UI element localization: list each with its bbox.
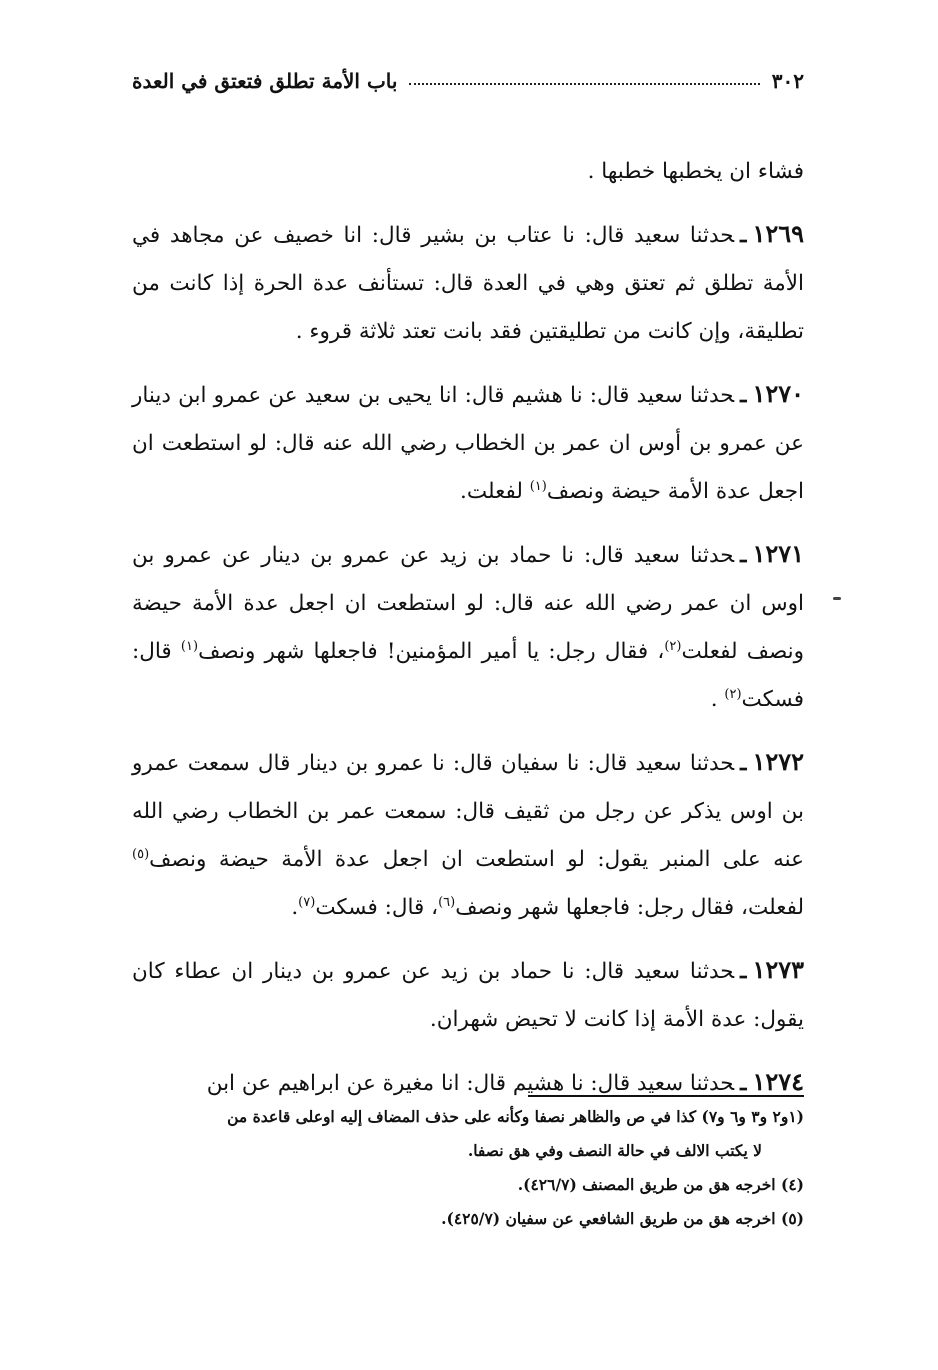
hadith-number: ١٢٧٣ xyxy=(752,955,804,984)
footnote-ref: (٢) xyxy=(724,686,742,702)
footnote-ref: (٥) xyxy=(132,846,150,862)
hadith-text: لفعلت، فقال رجل: فاجعلها شهر ونصف xyxy=(455,895,804,920)
hadith-number: ١٢٦٩ xyxy=(752,219,804,248)
page-number: ٣٠٢ xyxy=(771,69,804,93)
hadith-text: حدثنا سعيد قال: نا هشيم قال: انا مغيرة عن ابراهيم عن ابن xyxy=(206,1071,735,1096)
hadith-number: ١٢٧٢ xyxy=(752,747,804,776)
footnote-ref: (٦) xyxy=(438,894,456,910)
hadith-1270 xyxy=(132,370,804,516)
main-text xyxy=(132,148,804,1122)
hadith-text: حدثنا سعيد قال: نا سفيان قال: نا عمرو بن دينار قال سمعت عمرو بن اوس يذكر عن رجل من ثقيف قال: سمعت عمر بن الخطاب رضي الله عنه على المنبر يقول: لو استطعت ان اجعل عدة الأمة حيضة ونصف xyxy=(132,751,804,872)
hadith-text: ، فقال رجل: يا أمير المؤمنين! فاجعلها شهر ونصف xyxy=(198,639,665,664)
footnote-5: (٥) اخرجه هق من طريق الشافعي عن سفيان (٤٢٥/٧). xyxy=(441,1209,804,1228)
hadith-number: ١٢٧٠ xyxy=(752,379,804,408)
scan-speck xyxy=(833,597,841,600)
page-header xyxy=(132,64,804,98)
footnote-4: (٤) اخرجه هق من طريق المصنف (٤٢٦/٧). xyxy=(517,1175,804,1194)
hadith-1273 xyxy=(132,946,804,1044)
hadith-text: حدثنا سعيد قال: نا عتاب بن بشير قال: انا خصيف عن مجاهد في الأمة تطلق ثم تعتق وهي في العدة قال: تستأنف عدة الحرة إذا كانت من تطليقة، وإن كانت من تطليقتين فقد بانت تعتد ثلاثة قروء . xyxy=(132,223,804,344)
hadith-1272 xyxy=(132,738,804,932)
hadith-text: . xyxy=(291,895,299,920)
hadith-dash: ـ xyxy=(740,751,747,776)
footnotes xyxy=(132,1100,804,1236)
hadith-dash: ـ xyxy=(740,383,747,408)
header-dotted-leader xyxy=(409,83,759,85)
paragraph-text: فشاء ان يخطبها خطبها . xyxy=(587,159,804,184)
footnote-ref: (٧) xyxy=(298,894,316,910)
hadith-number: ١٢٧١ xyxy=(752,539,804,568)
hadith-dash: ـ xyxy=(740,959,747,984)
hadith-dash: ـ xyxy=(740,543,747,568)
footnote-1: (١و٢ و٣ و٦ و٧) كذا في ص والظاهر نصفا وكأنه على حذف المضاف إليه اوعلى قاعدة من xyxy=(227,1107,804,1126)
hadith-dash: ـ xyxy=(740,223,747,248)
footnote-ref: (١) xyxy=(529,478,547,494)
hadith-text: قال: فسكت xyxy=(132,639,804,712)
hadith-text: حدثنا سعيد قال: نا حماد بن زيد عن عمرو بن دينار ان عطاء كان يقول: عدة الأمة إذا كانت لا تحيض شهران. xyxy=(132,959,804,1032)
hadith-text: حدثنا سعيد قال: نا حماد بن زيد عن عمرو بن دينار عن عمرو بن اوس ان عمر رضي الله عنه قال: لو استطعت ان اجعل عدة الأمة حيضة ونصف لفعلت xyxy=(132,543,804,664)
hadith-text: لفعلت. xyxy=(460,479,530,504)
hadith-text: حدثنا سعيد قال: نا هشيم قال: انا يحيى بن سعيد عن عمرو ابن دينار عن عمرو بن أوس ان عمر بن الخطاب رضي الله عنه قال: لو استطعت ان اجعل عدة الأمة حيضة ونصف xyxy=(132,383,804,504)
paragraph-continuation xyxy=(132,148,804,196)
hadith-dash: ـ xyxy=(740,1071,747,1096)
hadith-1269 xyxy=(132,210,804,356)
chapter-title: باب الأمة تطلق فتعتق في العدة xyxy=(132,69,398,93)
hadith-number: ١٢٧٤ xyxy=(752,1067,804,1096)
footnote-ref: (٢) xyxy=(664,638,682,654)
hadith-text: ، قال: فسكت xyxy=(315,895,439,920)
footnote-1-continuation: لا يكتب الالف في حالة النصف وفي هق نصفا. xyxy=(467,1141,762,1160)
footnote-separator xyxy=(528,1095,804,1097)
hadith-text: . xyxy=(710,687,725,712)
footnote-ref: (١) xyxy=(180,638,199,654)
hadith-1271 xyxy=(132,530,804,724)
